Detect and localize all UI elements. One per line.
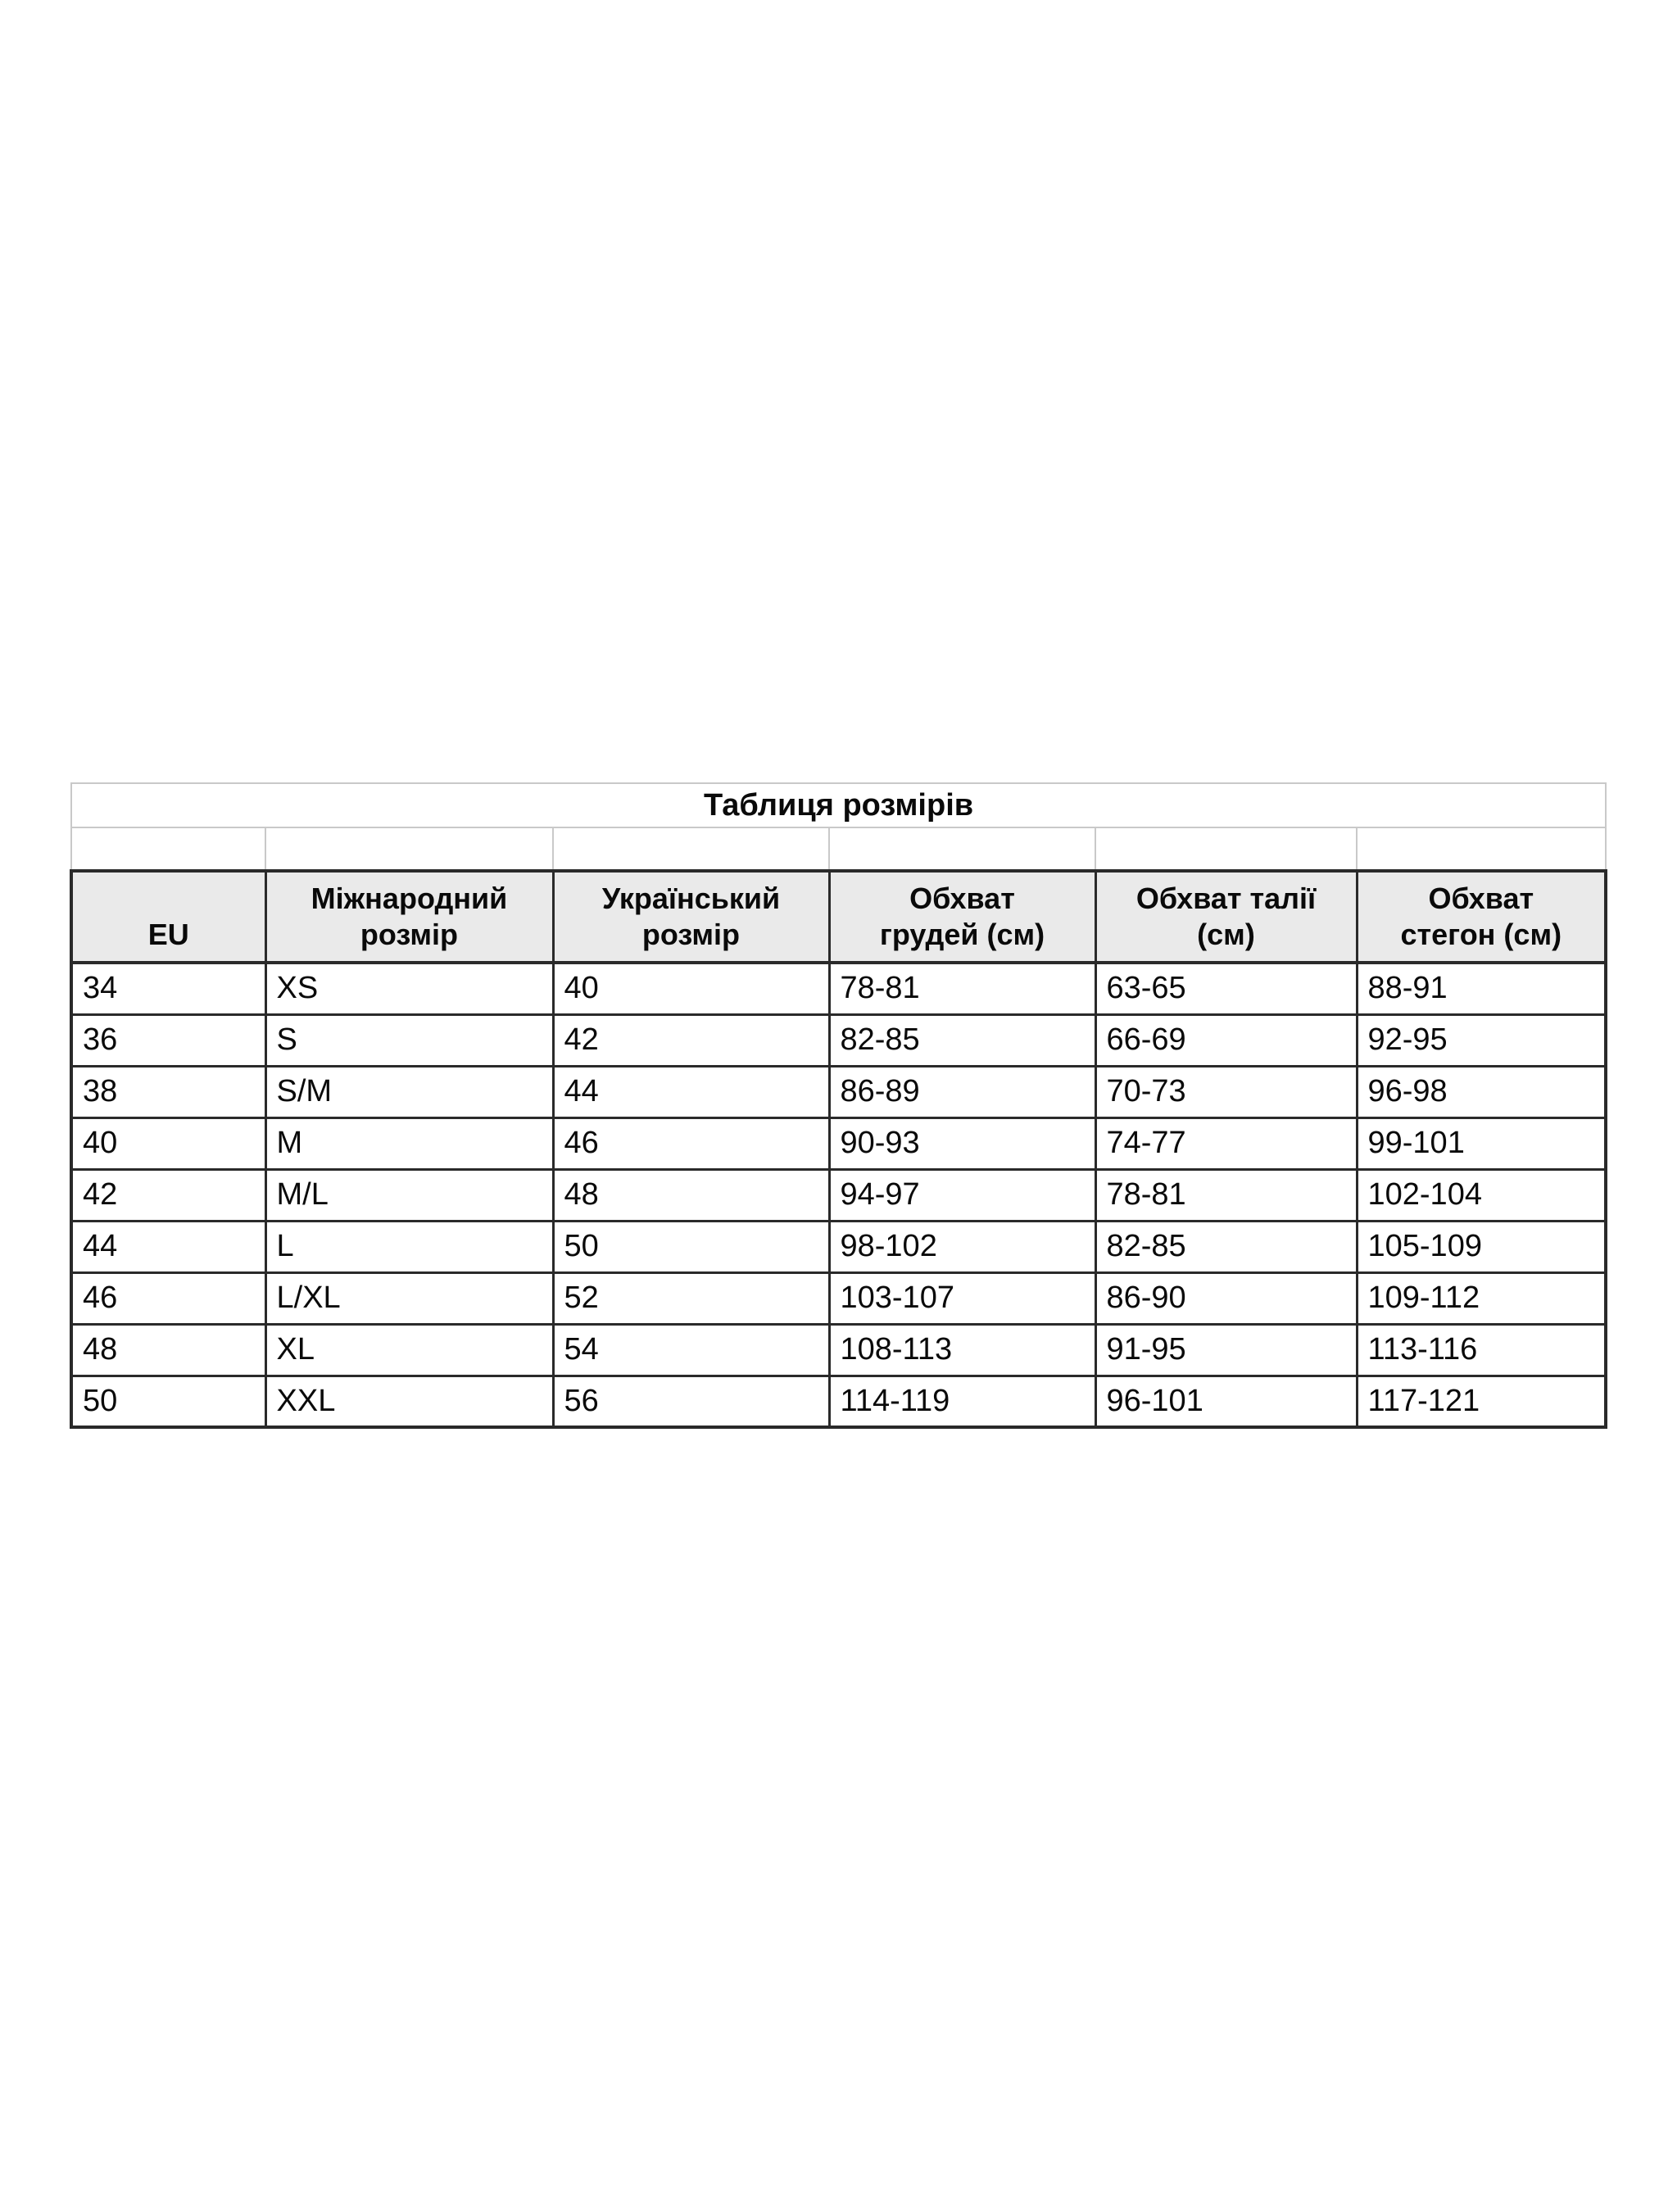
spacer-cell [71, 827, 265, 871]
spacer-cell [829, 827, 1095, 871]
column-header-chest [829, 871, 1095, 963]
cell-chest: 98-102 [829, 1221, 1095, 1272]
table-row [71, 1169, 1606, 1221]
cell-eu: 40 [71, 1117, 265, 1169]
spacer-cell [1357, 827, 1606, 871]
cell-eu: 50 [71, 1376, 265, 1427]
column-header-hips [1357, 871, 1606, 963]
table-row [71, 1221, 1606, 1272]
cell-hips: 105-109 [1357, 1221, 1606, 1272]
cell-waist: 70-73 [1095, 1066, 1357, 1117]
cell-chest: 82-85 [829, 1014, 1095, 1066]
cell-ukrainian-size: 46 [553, 1117, 829, 1169]
column-header-ukrainian-size [553, 871, 829, 963]
column-header-waist [1095, 871, 1357, 963]
cell-international-size: S/M [265, 1066, 553, 1117]
cell-ukrainian-size: 54 [553, 1324, 829, 1376]
cell-waist: 82-85 [1095, 1221, 1357, 1272]
cell-waist: 66-69 [1095, 1014, 1357, 1066]
table-row [71, 1272, 1606, 1324]
header-line: Український [601, 882, 781, 915]
cell-eu: 34 [71, 963, 265, 1014]
cell-international-size: S [265, 1014, 553, 1066]
cell-chest: 86-89 [829, 1066, 1095, 1117]
cell-international-size: M/L [265, 1169, 553, 1221]
cell-ukrainian-size: 52 [553, 1272, 829, 1324]
cell-international-size: M [265, 1117, 553, 1169]
header-line: EU [147, 918, 189, 951]
cell-hips: 113-116 [1357, 1324, 1606, 1376]
table-row [71, 1014, 1606, 1066]
cell-international-size: L/XL [265, 1272, 553, 1324]
header-line: розмір [360, 918, 459, 951]
table-row [71, 1324, 1606, 1376]
cell-chest: 114-119 [829, 1376, 1095, 1427]
table-row [71, 1117, 1606, 1169]
cell-international-size: XL [265, 1324, 553, 1376]
cell-eu: 46 [71, 1272, 265, 1324]
cell-international-size: XS [265, 963, 553, 1014]
header-line: Міжнародний [310, 882, 508, 915]
cell-eu: 42 [71, 1169, 265, 1221]
cell-ukrainian-size: 56 [553, 1376, 829, 1427]
header-line: (см) [1197, 918, 1255, 951]
column-header-international-size [265, 871, 553, 963]
header-row [71, 871, 1606, 963]
spacer-cell [265, 827, 553, 871]
cell-ukrainian-size: 42 [553, 1014, 829, 1066]
size-table [70, 782, 1607, 1429]
cell-waist: 63-65 [1095, 963, 1357, 1014]
column-header-eu [71, 871, 265, 963]
header-line: грудей (см) [879, 918, 1045, 951]
cell-hips: 102-104 [1357, 1169, 1606, 1221]
cell-ukrainian-size: 40 [553, 963, 829, 1014]
header-line: Обхват талії [1135, 882, 1317, 915]
cell-eu: 36 [71, 1014, 265, 1066]
cell-ukrainian-size: 48 [553, 1169, 829, 1221]
cell-hips: 117-121 [1357, 1376, 1606, 1427]
cell-eu: 38 [71, 1066, 265, 1117]
cell-eu: 48 [71, 1324, 265, 1376]
cell-chest: 108-113 [829, 1324, 1095, 1376]
spacer-row [71, 827, 1606, 871]
cell-waist: 96-101 [1095, 1376, 1357, 1427]
header-line: розмір [641, 918, 741, 951]
cell-international-size: XXL [265, 1376, 553, 1427]
table-row [71, 1376, 1606, 1427]
table-row [71, 963, 1606, 1014]
header-line: стегон (см) [1400, 918, 1562, 951]
cell-waist: 74-77 [1095, 1117, 1357, 1169]
header-line: Обхват [909, 882, 1015, 915]
cell-chest: 103-107 [829, 1272, 1095, 1324]
cell-ukrainian-size: 50 [553, 1221, 829, 1272]
table-title: Таблиця розмірів [71, 783, 1606, 827]
spacer-cell [553, 827, 829, 871]
table-row [71, 1066, 1606, 1117]
header-line: Обхват [1428, 882, 1534, 915]
spacer-cell [1095, 827, 1357, 871]
cell-chest: 94-97 [829, 1169, 1095, 1221]
cell-waist: 91-95 [1095, 1324, 1357, 1376]
cell-international-size: L [265, 1221, 553, 1272]
cell-chest: 78-81 [829, 963, 1095, 1014]
cell-chest: 90-93 [829, 1117, 1095, 1169]
cell-hips: 109-112 [1357, 1272, 1606, 1324]
cell-ukrainian-size: 44 [553, 1066, 829, 1117]
cell-waist: 78-81 [1095, 1169, 1357, 1221]
cell-hips: 92-95 [1357, 1014, 1606, 1066]
title-row [71, 783, 1606, 827]
cell-waist: 86-90 [1095, 1272, 1357, 1324]
cell-hips: 88-91 [1357, 963, 1606, 1014]
cell-eu: 44 [71, 1221, 265, 1272]
cell-hips: 99-101 [1357, 1117, 1606, 1169]
cell-hips: 96-98 [1357, 1066, 1606, 1117]
